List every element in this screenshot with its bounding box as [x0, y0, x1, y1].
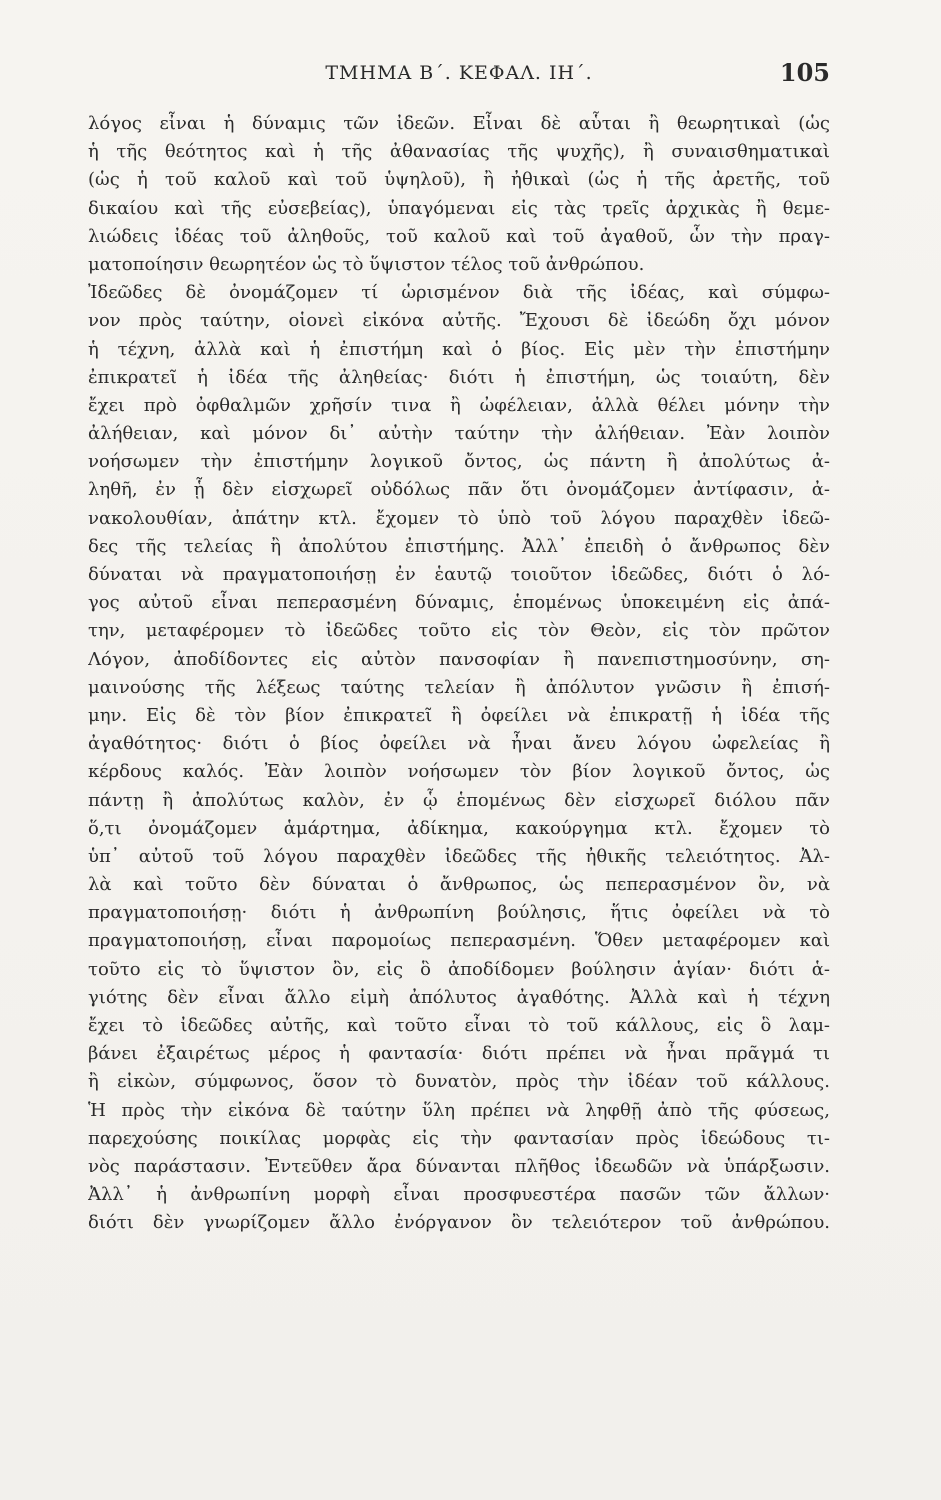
text-line: κέρδους καλός. Ἐὰν λοιπὸν νοήσωμεν τὸν βίον λογικοῦ ὄντος, ὡς — [88, 761, 830, 783]
text-line: ὑπ᾽ αὐτοῦ τοῦ λόγου παραχθὲν ἰδεῶδες τῆς ἠθικῆς τελειότητος. Ἀλ- — [88, 845, 830, 867]
text-line: δύναται νὰ πραγματοποιήσῃ ἐν ἑαυτῷ τοιοῦτον ἰδεῶδες, διότι ὁ λό- — [88, 564, 830, 585]
text-line: ληθῆ, ἐν ᾗ δὲν εἰσχωρεῖ οὐδόλως πᾶν ὅτι ὀνομάζομεν ἀντίφασιν, ἀ- — [88, 479, 830, 501]
text-line: πραγματοποιήσῃ, εἶναι παρομοίως πεπερασμένη. Ὅθεν μεταφέρομεν καὶ — [88, 930, 830, 952]
running-header — [88, 58, 830, 88]
text-line: ἀλήθειαν, καὶ μόνον δι᾽ αὐτὴν ταύτην τὴν ἀλήθειαν. Ἐὰν λοιπὸν — [88, 423, 830, 445]
text-line: γος αὐτοῦ εἶναι πεπερασμένη δύναμις, ἑπομένως ὑποκειμένη εἰς ἀπά- — [88, 592, 830, 614]
text-line: ἡ τῆς θεότητος καὶ ἡ τῆς ἀθανασίας τῆς ψυχῆς), ἢ συναισθηματικαὶ — [88, 141, 830, 163]
text-line: ἔχει πρὸ ὀφθαλμῶν χρῆσίν τινα ἢ ὠφέλειαν, ἀλλὰ θέλει μόνην τὴν — [88, 394, 830, 416]
text-line: Ἀλλ᾽ ἡ ἀνθρωπίνη μορφὴ εἶναι προσφυεστέρα πασῶν τῶν ἄλλων· — [88, 1184, 830, 1206]
running-title: ΤΜΗΜΑ Β΄. ΚΕΦΑΛ. ΙΗ΄. — [325, 62, 593, 84]
text-line: ὅ,τι ὀνομάζομεν ἁμάρτημα, ἀδίκημα, κακούργημα κτλ. ἔχομεν τὸ — [88, 817, 830, 839]
text-line: την, μεταφέρομεν τὸ ἰδεῶδες τοῦτο εἰς τὸν Θεὸν, εἰς τὸν πρῶτον — [88, 620, 830, 642]
text-line: τοῦτο εἰς τὸ ὕψιστον ὂν, εἰς ὃ ἀποδίδομεν βούλησιν ἁγίαν· διότι ἁ- — [88, 958, 830, 980]
text-line: ἔχει τὸ ἰδεῶδες αὐτῆς, καὶ τοῦτο εἶναι τὸ τοῦ κάλλους, εἰς ὃ λαμ- — [88, 1015, 830, 1036]
text-line: νοήσωμεν τὴν ἐπιστήμην λογικοῦ ὄντος, ὡς πάντη ἢ ἀπολύτως ἀ- — [88, 451, 830, 473]
text-line: παρεχούσης ποικίλας μορφὰς εἰς τὴν φαντασίαν πρὸς ἰδεώδους τι- — [88, 1127, 830, 1149]
text-line: ἐπικρατεῖ ἡ ἰδέα τῆς ἀληθείας· διότι ἡ ἐπιστήμη, ὡς τοιαύτη, δὲν — [88, 366, 830, 388]
text-line: γιότης δὲν εἶναι ἄλλο εἰμὴ ἀπόλυτος ἀγαθότης. Ἀλλὰ καὶ ἡ τέχνη — [88, 986, 830, 1008]
text-line: Ἡ πρὸς τὴν εἰκόνα δὲ ταύτην ὕλη πρέπει νὰ ληφθῇ ἀπὸ τῆς φύσεως, — [88, 1099, 830, 1121]
body-text — [88, 110, 830, 1238]
text-line: Λόγον, ἀποδίδοντες εἰς αὐτὸν πανσοφίαν ἢ πανεπιστημοσύνην, ση- — [88, 648, 830, 670]
text-line: λιώδεις ἰδέας τοῦ ἀληθοῦς, τοῦ καλοῦ καὶ τοῦ ἀγαθοῦ, ὧν τὴν πραγ- — [88, 225, 830, 247]
text-line: ἀγαθότητος· διότι ὁ βίος ὀφείλει νὰ ἦναι ἄνευ λόγου ὠφελείας ἢ — [88, 733, 830, 755]
text-line: πάντῃ ἢ ἀπολύτως καλὸν, ἐν ᾧ ἑπομένως δὲν εἰσχωρεῖ διόλου πᾶν — [88, 789, 830, 811]
text-line: δικαίου καὶ τῆς εὐσεβείας), ὑπαγόμεναι εἰς τὰς τρεῖς ἀρχικὰς ἢ θεμε- — [88, 197, 830, 219]
text-line: ματοποίησιν θεωρητέον ὡς τὸ ὕψιστον τέλος τοῦ ἀνθρώπου. — [88, 253, 645, 275]
text-line: μαινούσης τῆς λέξεως ταύτης τελείαν ἢ ἀπόλυτον γνῶσιν ἢ ἐπισή- — [88, 676, 830, 698]
text-line: νὸς παράστασιν. Ἐντεῦθεν ἄρα δύνανται πλῆθος ἰδεωδῶν νὰ ὑπάρξωσιν. — [88, 1155, 830, 1177]
text-line: μην. Εἰς δὲ τὸν βίον ἐπικρατεῖ ἢ ὀφείλει νὰ ἐπικρατῇ ἡ ἰδέα τῆς — [88, 704, 830, 726]
text-line: δες τῆς τελείας ἢ ἀπολύτου ἐπιστήμης. Ἀλλ᾽ ἐπειδὴ ὁ ἄνθρωπος δὲν — [88, 535, 830, 557]
text-line: ἢ εἰκὼν, σύμφωνος, ὅσον τὸ δυνατὸν, πρὸς τὴν ἰδέαν τοῦ κάλλους. — [88, 1071, 830, 1093]
text-line: (ὡς ἡ τοῦ καλοῦ καὶ τοῦ ὑψηλοῦ), ἢ ἠθικαὶ (ὡς ἡ τῆς ἀρετῆς, τοῦ — [88, 169, 830, 191]
text-line: βάνει ἐξαιρέτως μέρος ἡ φαντασία· διότι πρέπει νὰ ἦναι πρᾶγμά τι — [88, 1043, 830, 1065]
text-line: νακολουθίαν, ἀπάτην κτλ. ἔχομεν τὸ ὑπὸ τοῦ λόγου παραχθὲν ἰδεῶ- — [88, 507, 830, 529]
text-line: διότι δὲν γνωρίζομεν ἄλλο ἐνόργανον ὂν τελειότερον τοῦ ἀνθρώπου. — [88, 1212, 830, 1234]
text-line: ἡ τέχνη, ἀλλὰ καὶ ἡ ἐπιστήμη καὶ ὁ βίος. Εἰς μὲν τὴν ἐπιστήμην — [88, 338, 830, 360]
text-line: λὰ καὶ τοῦτο δὲν δύναται ὁ ἄνθρωπος, ὡς πεπερασμένον ὂν, νὰ — [88, 874, 830, 896]
page-number: 105 — [779, 58, 830, 87]
text-line: Ἰδεῶδες δὲ ὀνομάζομεν τί ὡρισμένον διὰ τῆς ἰδέας, καὶ σύμφω- — [88, 282, 830, 304]
text-line: πραγματοποιήσῃ· διότι ἡ ἀνθρωπίνη βούλησις, ἥτις ὀφείλει νὰ τὸ — [88, 902, 830, 924]
text-line: λόγος εἶναι ἡ δύναμις τῶν ἰδεῶν. Εἶναι δὲ αὗται ἢ θεωρητικαὶ (ὡς — [88, 113, 830, 134]
text-line: νον πρὸς ταύτην, οἱονεὶ εἰκόνα αὐτῆς. Ἔχουσι δὲ ἰδεώδη ὄχι μόνον — [88, 310, 830, 332]
